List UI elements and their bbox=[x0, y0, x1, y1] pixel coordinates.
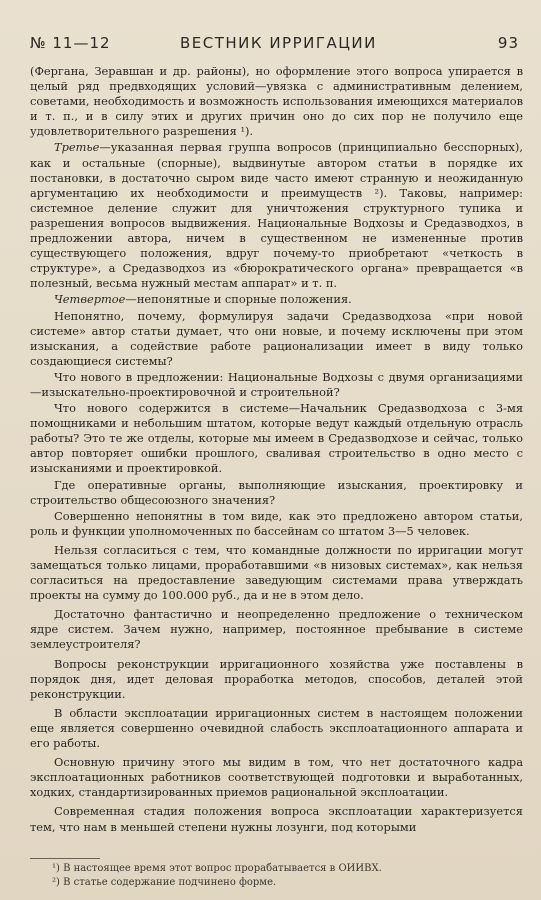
article-body bbox=[30, 64, 523, 836]
footnote: ¹) В настоящее время этот вопрос прорабатывается в ОИИВХ. bbox=[52, 863, 382, 874]
paragraph: Непонятно, почему, формулируя задачи Средазводхоза «при новой системе» автор статьи думает, что они новые, и почему исключены при этом изыскания, а содействие работе рационализации имеет в виду только создающиеся системы? bbox=[30, 308, 523, 368]
paragraph: Вопросы реконструкции ирригационного хозяйства уже поставлены в порядок дня, идет деловая проработка методов, способов, деталей этой реконструкции. bbox=[30, 656, 523, 701]
paragraph: (Фергана, Зеравшан и др. районы), но оформление этого вопроса упирается в целый ряд предвходящих условий—увязка с административным делением, советами, необходимость и возможность использования имеющихся материалов и т. п., и в силу этих и других причин оно до сих пор не получило еще удовлетворительного разрешения ¹). bbox=[30, 64, 523, 139]
paragraph: Четвертое—непонятные и спорные положения. bbox=[54, 292, 352, 307]
issue-number: № 11—12 bbox=[30, 34, 111, 52]
running-header bbox=[30, 34, 519, 54]
paragraph: Третье—указанная первая группа вопросов (принципиально бесспорных), как и остальные (спорные), выдвинутые автором статьи в порядке их постановки, в достаточно сыром виде часто имеют странную и неожиданную аргументацию их необходимости и преимуществ ²). Таковы, например: системное деление служит для уничтожения структурного тупика и разрешения вопросов выдвижения. Национальные Водхозы и Средазводхоз, в предложении автора, ничем в существенном не измененные против существующего положения, вдруг почему-то приобретают «четкость в структуре», а Средазводхоз из «бюрократического органа» превращается «в полезный, весьма нужный местам аппарат» и т. п. bbox=[30, 140, 523, 291]
paragraph: Современная стадия положения вопроса эксплоатации характеризуется тем, что нам в меньшей степени нужны лозунги, под которыми bbox=[30, 804, 523, 834]
paragraph: Нельзя согласиться с тем, что командные должности по ирригации могут замещаться только лицами, проработавшими «в низовых системах», как нельзя согласиться на предоставление заведующим системами права утверждать проекты на сумму до 100.000 руб., да и не в этом дело. bbox=[30, 542, 523, 603]
page-number: 93 bbox=[497, 34, 519, 52]
paragraph: Что нового содержится в системе—Начальник Средазводхоза с 3-мя помощниками и небольшим штатом, которые ведут каждый отдельную отрасль работы? Это те же отделы, которые мы имеем в Средазводхозе и сейчас, только автор повторяет ошибки прошлого, сваливая строительство в одно место с изысканиями и проектировкой. bbox=[30, 401, 523, 476]
journal-title: ВЕСТНИК ИРРИГАЦИИ bbox=[180, 34, 377, 52]
paragraph: Совершенно непонятны в том виде, как это предложено автором статьи, роль и функции уполномоченных по бассейнам со штатом 3—5 человек. bbox=[30, 508, 523, 538]
footnote-rule bbox=[30, 858, 100, 859]
paragraph: Основную причину этого мы видим в том, что нет достаточного кадра эксплоатационных работников соответствующей подготовки и выработанных, ходких, стандартизированных приемов рациональной эксплоатации. bbox=[30, 755, 523, 800]
footnote: ²) В статье содержание подчинено форме. bbox=[52, 877, 277, 888]
paragraph-lead: Третье bbox=[54, 140, 100, 155]
footnotes bbox=[52, 862, 523, 890]
paragraph: Достаточно фантастично и неопределенно предложение о техническом ядре систем. Зачем нужно, например, постоянное пребывание в системе землеустроителя? bbox=[30, 607, 523, 652]
paragraph: Что нового в предложении: Национальные Водхозы с двумя организациями—изыскательно-проектировочной и строительной? bbox=[30, 369, 523, 399]
paragraph: В области эксплоатации ирригационных систем в настоящем положении еще является совершенно очевидной слабость эксплоатационного аппарата и его работы. bbox=[30, 705, 523, 751]
paragraph: Где оперативные органы, выполняющие изыскания, проектировку и строительство общесоюзного значения? bbox=[30, 477, 523, 507]
paragraph-lead: Четвертое bbox=[54, 292, 126, 307]
